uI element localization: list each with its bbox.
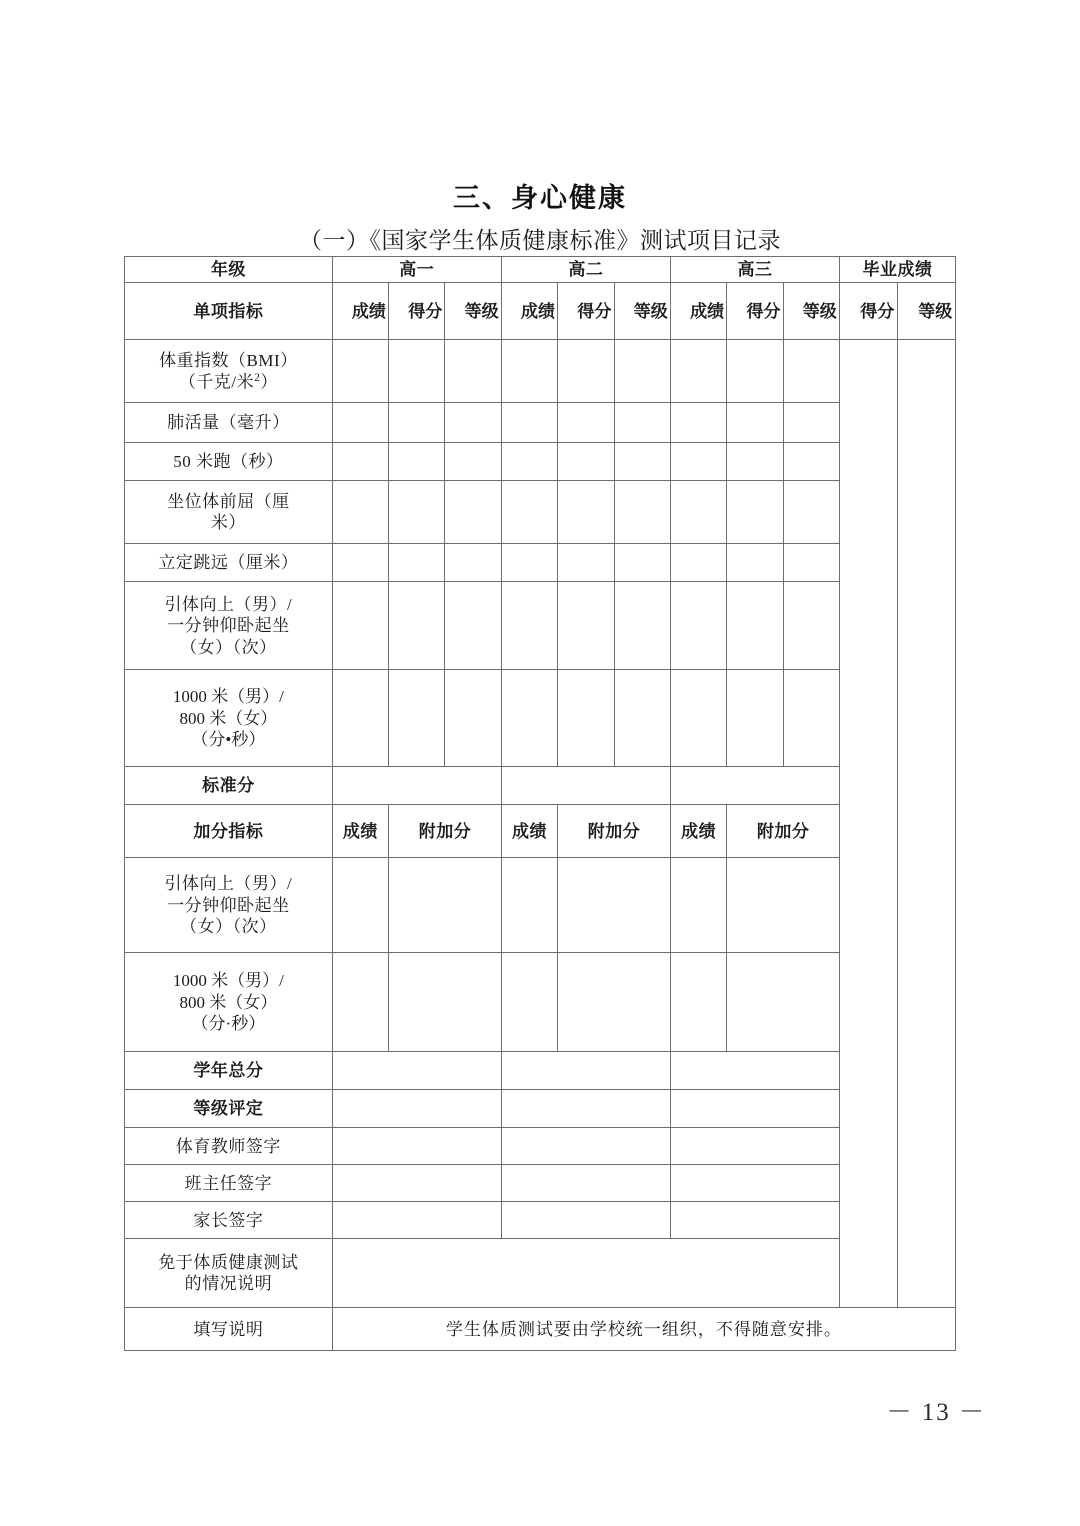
cell-g3-score[interactable] xyxy=(670,403,726,443)
header-grade-2: 高二 xyxy=(501,257,670,283)
cell-g3-level[interactable] xyxy=(783,340,839,403)
cell-bonus-g2-score[interactable] xyxy=(501,858,557,953)
table-row-instruction xyxy=(125,1308,956,1351)
cell-g2-pe-teacher-signature[interactable] xyxy=(501,1128,670,1165)
cell-g1-level[interactable] xyxy=(445,443,501,481)
row-label-instruction: 填写说明 xyxy=(125,1308,333,1351)
cell-g2-class-teacher-signature[interactable] xyxy=(501,1165,670,1202)
row-label-bonus-endurance-run xyxy=(125,953,333,1052)
cell-bonus-g3-score[interactable] xyxy=(670,858,726,953)
cell-g2-standard-score[interactable] xyxy=(501,767,670,805)
cell-g1-score[interactable] xyxy=(332,481,388,544)
cell-graduation-level[interactable] xyxy=(898,340,956,1308)
cell-bonus-g2-score[interactable] xyxy=(501,953,557,1052)
cell-bonus-g3-extra[interactable] xyxy=(727,953,840,1052)
subheader-g3-score: 成绩 xyxy=(670,283,726,340)
table-row-item-pullup-situp xyxy=(125,582,956,670)
row-label-line: 1000 米（男）/ xyxy=(172,687,284,707)
row-label-standing-long-jump: 立定跳远（厘米） xyxy=(125,544,333,582)
cell-g1-points[interactable] xyxy=(389,443,445,481)
cell-g3-level[interactable] xyxy=(783,481,839,544)
table-row-standard-score xyxy=(125,767,956,805)
cell-g3-points[interactable] xyxy=(727,582,783,670)
header-grade: 年级 xyxy=(125,257,333,283)
cell-g2-score[interactable] xyxy=(501,481,557,544)
cell-g2-score[interactable] xyxy=(501,582,557,670)
cell-g1-level[interactable] xyxy=(445,670,501,767)
cell-g3-points[interactable] xyxy=(727,340,783,403)
cell-g3-points[interactable] xyxy=(727,670,783,767)
cell-g2-score[interactable] xyxy=(501,340,557,403)
cell-g2-score[interactable] xyxy=(501,670,557,767)
cell-g2-grade-rating[interactable] xyxy=(501,1090,670,1128)
cell-g2-level[interactable] xyxy=(614,403,670,443)
cell-g3-level[interactable] xyxy=(783,670,839,767)
row-label-line: 坐位体前屈（厘 xyxy=(167,492,290,511)
cell-g1-score[interactable] xyxy=(332,544,388,582)
cell-g2-points[interactable] xyxy=(558,403,614,443)
physical-health-record-table-wrapper xyxy=(124,256,956,1351)
header-single-item: 单项指标 xyxy=(125,283,333,340)
table-row-exemption xyxy=(125,1239,956,1308)
row-label-line: （千克/米$^2$） xyxy=(178,371,278,392)
table-row-bonus-header xyxy=(125,805,956,858)
cell-g2-level[interactable] xyxy=(614,481,670,544)
header-grade-1: 高一 xyxy=(332,257,501,283)
cell-g3-score[interactable] xyxy=(670,340,726,403)
cell-g1-level[interactable] xyxy=(445,481,501,544)
subheader-bonus-g3-extra: 附加分 xyxy=(727,805,840,858)
cell-g3-level[interactable] xyxy=(783,403,839,443)
row-label-line: 一分钟仰卧起坐 xyxy=(167,895,290,915)
cell-g2-level[interactable] xyxy=(614,670,670,767)
cell-g3-level[interactable] xyxy=(783,582,839,670)
subheader-g1-points: 得分 xyxy=(389,283,445,340)
row-label-pullup-situp xyxy=(125,582,333,670)
row-label-bonus-pullup-situp xyxy=(125,858,333,953)
row-label-line: （女）（次） xyxy=(180,637,277,657)
cell-g3-class-teacher-signature[interactable] xyxy=(670,1165,839,1202)
cell-g3-standard-score[interactable] xyxy=(670,767,839,805)
subheader-bonus-g3-score: 成绩 xyxy=(670,805,726,858)
cell-g1-level[interactable] xyxy=(445,340,501,403)
cell-g2-points[interactable] xyxy=(558,481,614,544)
cell-g1-points[interactable] xyxy=(389,340,445,403)
subheader-g1-level: 等级 xyxy=(445,283,501,340)
cell-bonus-g1-score[interactable] xyxy=(332,953,388,1052)
row-label-lung-capacity: 肺活量（毫升） xyxy=(125,403,333,443)
row-label-sit-and-reach xyxy=(125,481,333,544)
row-label-line: （女）（次） xyxy=(180,917,277,937)
cell-g3-pe-teacher-signature[interactable] xyxy=(670,1128,839,1165)
row-label-50m-run: 50 米跑（秒） xyxy=(125,443,333,481)
cell-g1-score[interactable] xyxy=(332,443,388,481)
cell-g1-year-total[interactable] xyxy=(332,1052,501,1090)
table-row-item-endurance-run xyxy=(125,670,956,767)
row-label-line: （分•秒） xyxy=(191,730,266,750)
header-bonus-item: 加分指标 xyxy=(125,805,333,858)
table-row-item-50m xyxy=(125,443,956,481)
cell-bonus-g1-score[interactable] xyxy=(332,858,388,953)
page-number: － 13 － xyxy=(886,1399,986,1426)
cell-bonus-g1-extra[interactable] xyxy=(389,858,502,953)
row-label-line: （分·秒） xyxy=(191,1014,266,1034)
row-label-line: 引体向上（男）/ xyxy=(164,874,293,894)
cell-g3-points[interactable] xyxy=(727,403,783,443)
subheader-g2-score: 成绩 xyxy=(501,283,557,340)
cell-g1-parent-signature[interactable] xyxy=(332,1202,501,1239)
subheader-g1-score: 成绩 xyxy=(332,283,388,340)
subheader-g3-points: 得分 xyxy=(727,283,783,340)
table-row-subheader xyxy=(125,283,956,340)
table-row-bonus-endurance-run xyxy=(125,953,956,1052)
cell-g2-level[interactable] xyxy=(614,340,670,403)
physical-health-record-table xyxy=(124,256,956,1351)
cell-g1-score[interactable] xyxy=(332,670,388,767)
table-row-grade-rating xyxy=(125,1090,956,1128)
row-label-line: 米） xyxy=(210,513,246,533)
cell-g2-level[interactable] xyxy=(614,443,670,481)
row-label-line: 的情况说明 xyxy=(184,1274,273,1294)
header-grade-3: 高三 xyxy=(670,257,839,283)
cell-g1-level[interactable] xyxy=(445,582,501,670)
page-title: 三、身心健康 xyxy=(453,183,627,214)
cell-g2-points[interactable] xyxy=(558,443,614,481)
subheader-bonus-g2-extra: 附加分 xyxy=(558,805,671,858)
subheader-bonus-g2-score: 成绩 xyxy=(501,805,557,858)
table-row-class-teacher-signature xyxy=(125,1165,956,1202)
cell-g3-score[interactable] xyxy=(670,443,726,481)
table-row-year-total xyxy=(125,1052,956,1090)
row-label-year-total: 学年总分 xyxy=(125,1052,333,1090)
cell-g1-points[interactable] xyxy=(389,481,445,544)
row-label-exemption xyxy=(125,1239,333,1308)
cell-g2-score[interactable] xyxy=(501,443,557,481)
row-label-line: 引体向上（男）/ xyxy=(164,594,293,614)
table-row-item-bmi xyxy=(125,340,956,403)
cell-bonus-g2-extra[interactable] xyxy=(558,858,671,953)
cell-g3-score[interactable] xyxy=(670,670,726,767)
cell-exemption-explanation[interactable] xyxy=(332,1239,955,1308)
cell-g1-standard-score[interactable] xyxy=(332,767,501,805)
cell-g1-grade-rating[interactable] xyxy=(332,1090,501,1128)
cell-g3-points[interactable] xyxy=(727,481,783,544)
cell-g1-points[interactable] xyxy=(389,544,445,582)
row-label-line: 800 米（女） xyxy=(179,708,278,728)
cell-g2-points[interactable] xyxy=(558,340,614,403)
cell-g3-score[interactable] xyxy=(670,544,726,582)
cell-bonus-g3-score[interactable] xyxy=(670,953,726,1052)
cell-g2-points[interactable] xyxy=(558,670,614,767)
cell-g2-points[interactable] xyxy=(558,544,614,582)
cell-g3-level[interactable] xyxy=(783,443,839,481)
cell-g1-score[interactable] xyxy=(332,403,388,443)
cell-g3-score[interactable] xyxy=(670,582,726,670)
cell-g1-points[interactable] xyxy=(389,403,445,443)
cell-g1-level[interactable] xyxy=(445,403,501,443)
table-row-grade-header xyxy=(125,257,956,283)
cell-g1-class-teacher-signature[interactable] xyxy=(332,1165,501,1202)
cell-g2-level[interactable] xyxy=(614,582,670,670)
subheader-grad-level: 等级 xyxy=(898,283,956,340)
cell-g3-score[interactable] xyxy=(670,481,726,544)
table-row-parent-signature xyxy=(125,1202,956,1239)
cell-instruction-text: 学生体质测试要由学校统一组织，不得随意安排。 xyxy=(332,1308,955,1351)
cell-g3-parent-signature[interactable] xyxy=(670,1202,839,1239)
row-label-class-teacher-signature: 班主任签字 xyxy=(125,1165,333,1202)
table-row-item-sit-and-reach xyxy=(125,481,956,544)
row-label-endurance-run xyxy=(125,670,333,767)
cell-g3-points[interactable] xyxy=(727,443,783,481)
header-graduation-score: 毕业成绩 xyxy=(839,257,955,283)
cell-g2-year-total[interactable] xyxy=(501,1052,670,1090)
row-label-pe-teacher-signature: 体育教师签字 xyxy=(125,1128,333,1165)
cell-g1-score[interactable] xyxy=(332,582,388,670)
cell-g2-score[interactable] xyxy=(501,403,557,443)
table-row-pe-teacher-signature xyxy=(125,1128,956,1165)
cell-g1-pe-teacher-signature[interactable] xyxy=(332,1128,501,1165)
cell-g2-score[interactable] xyxy=(501,544,557,582)
row-label-line: 一分钟仰卧起坐 xyxy=(167,616,290,636)
row-label-line: 1000 米（男）/ xyxy=(172,971,284,991)
cell-g2-parent-signature[interactable] xyxy=(501,1202,670,1239)
cell-g3-level[interactable] xyxy=(783,544,839,582)
subheader-bonus-g1-extra: 附加分 xyxy=(389,805,502,858)
cell-g1-points[interactable] xyxy=(389,670,445,767)
subheader-g2-points: 得分 xyxy=(558,283,614,340)
row-label-standard-score: 标准分 xyxy=(125,767,333,805)
cell-bonus-g1-extra[interactable] xyxy=(389,953,502,1052)
subheader-g2-level: 等级 xyxy=(614,283,670,340)
table-row-item-lung xyxy=(125,403,956,443)
row-label-line: 体重指数（BMI） xyxy=(159,350,298,370)
cell-g3-year-total[interactable] xyxy=(670,1052,839,1090)
cell-g3-points[interactable] xyxy=(727,544,783,582)
row-label-bmi xyxy=(125,340,333,403)
cell-g1-points[interactable] xyxy=(389,582,445,670)
row-label-line: 800 米（女） xyxy=(179,992,278,1012)
subheader-g3-level: 等级 xyxy=(783,283,839,340)
cell-bonus-g2-extra[interactable] xyxy=(558,953,671,1052)
cell-g1-level[interactable] xyxy=(445,544,501,582)
cell-bonus-g3-extra[interactable] xyxy=(727,858,840,953)
subheader-grad-points: 得分 xyxy=(839,283,897,340)
table-row-item-standing-jump xyxy=(125,544,956,582)
cell-g1-score[interactable] xyxy=(332,340,388,403)
cell-g2-points[interactable] xyxy=(558,582,614,670)
page-subtitle: （一）《国家学生体质健康标准》测试项目记录 xyxy=(299,228,781,253)
cell-g3-grade-rating[interactable] xyxy=(670,1090,839,1128)
table-row-bonus-pullup-situp xyxy=(125,858,956,953)
cell-graduation-points[interactable] xyxy=(839,340,897,1308)
row-label-line: 免于体质健康测试 xyxy=(158,1253,299,1272)
cell-g2-level[interactable] xyxy=(614,544,670,582)
row-label-parent-signature: 家长签字 xyxy=(125,1202,333,1239)
row-label-grade-rating: 等级评定 xyxy=(125,1090,333,1128)
subheader-bonus-g1-score: 成绩 xyxy=(332,805,388,858)
